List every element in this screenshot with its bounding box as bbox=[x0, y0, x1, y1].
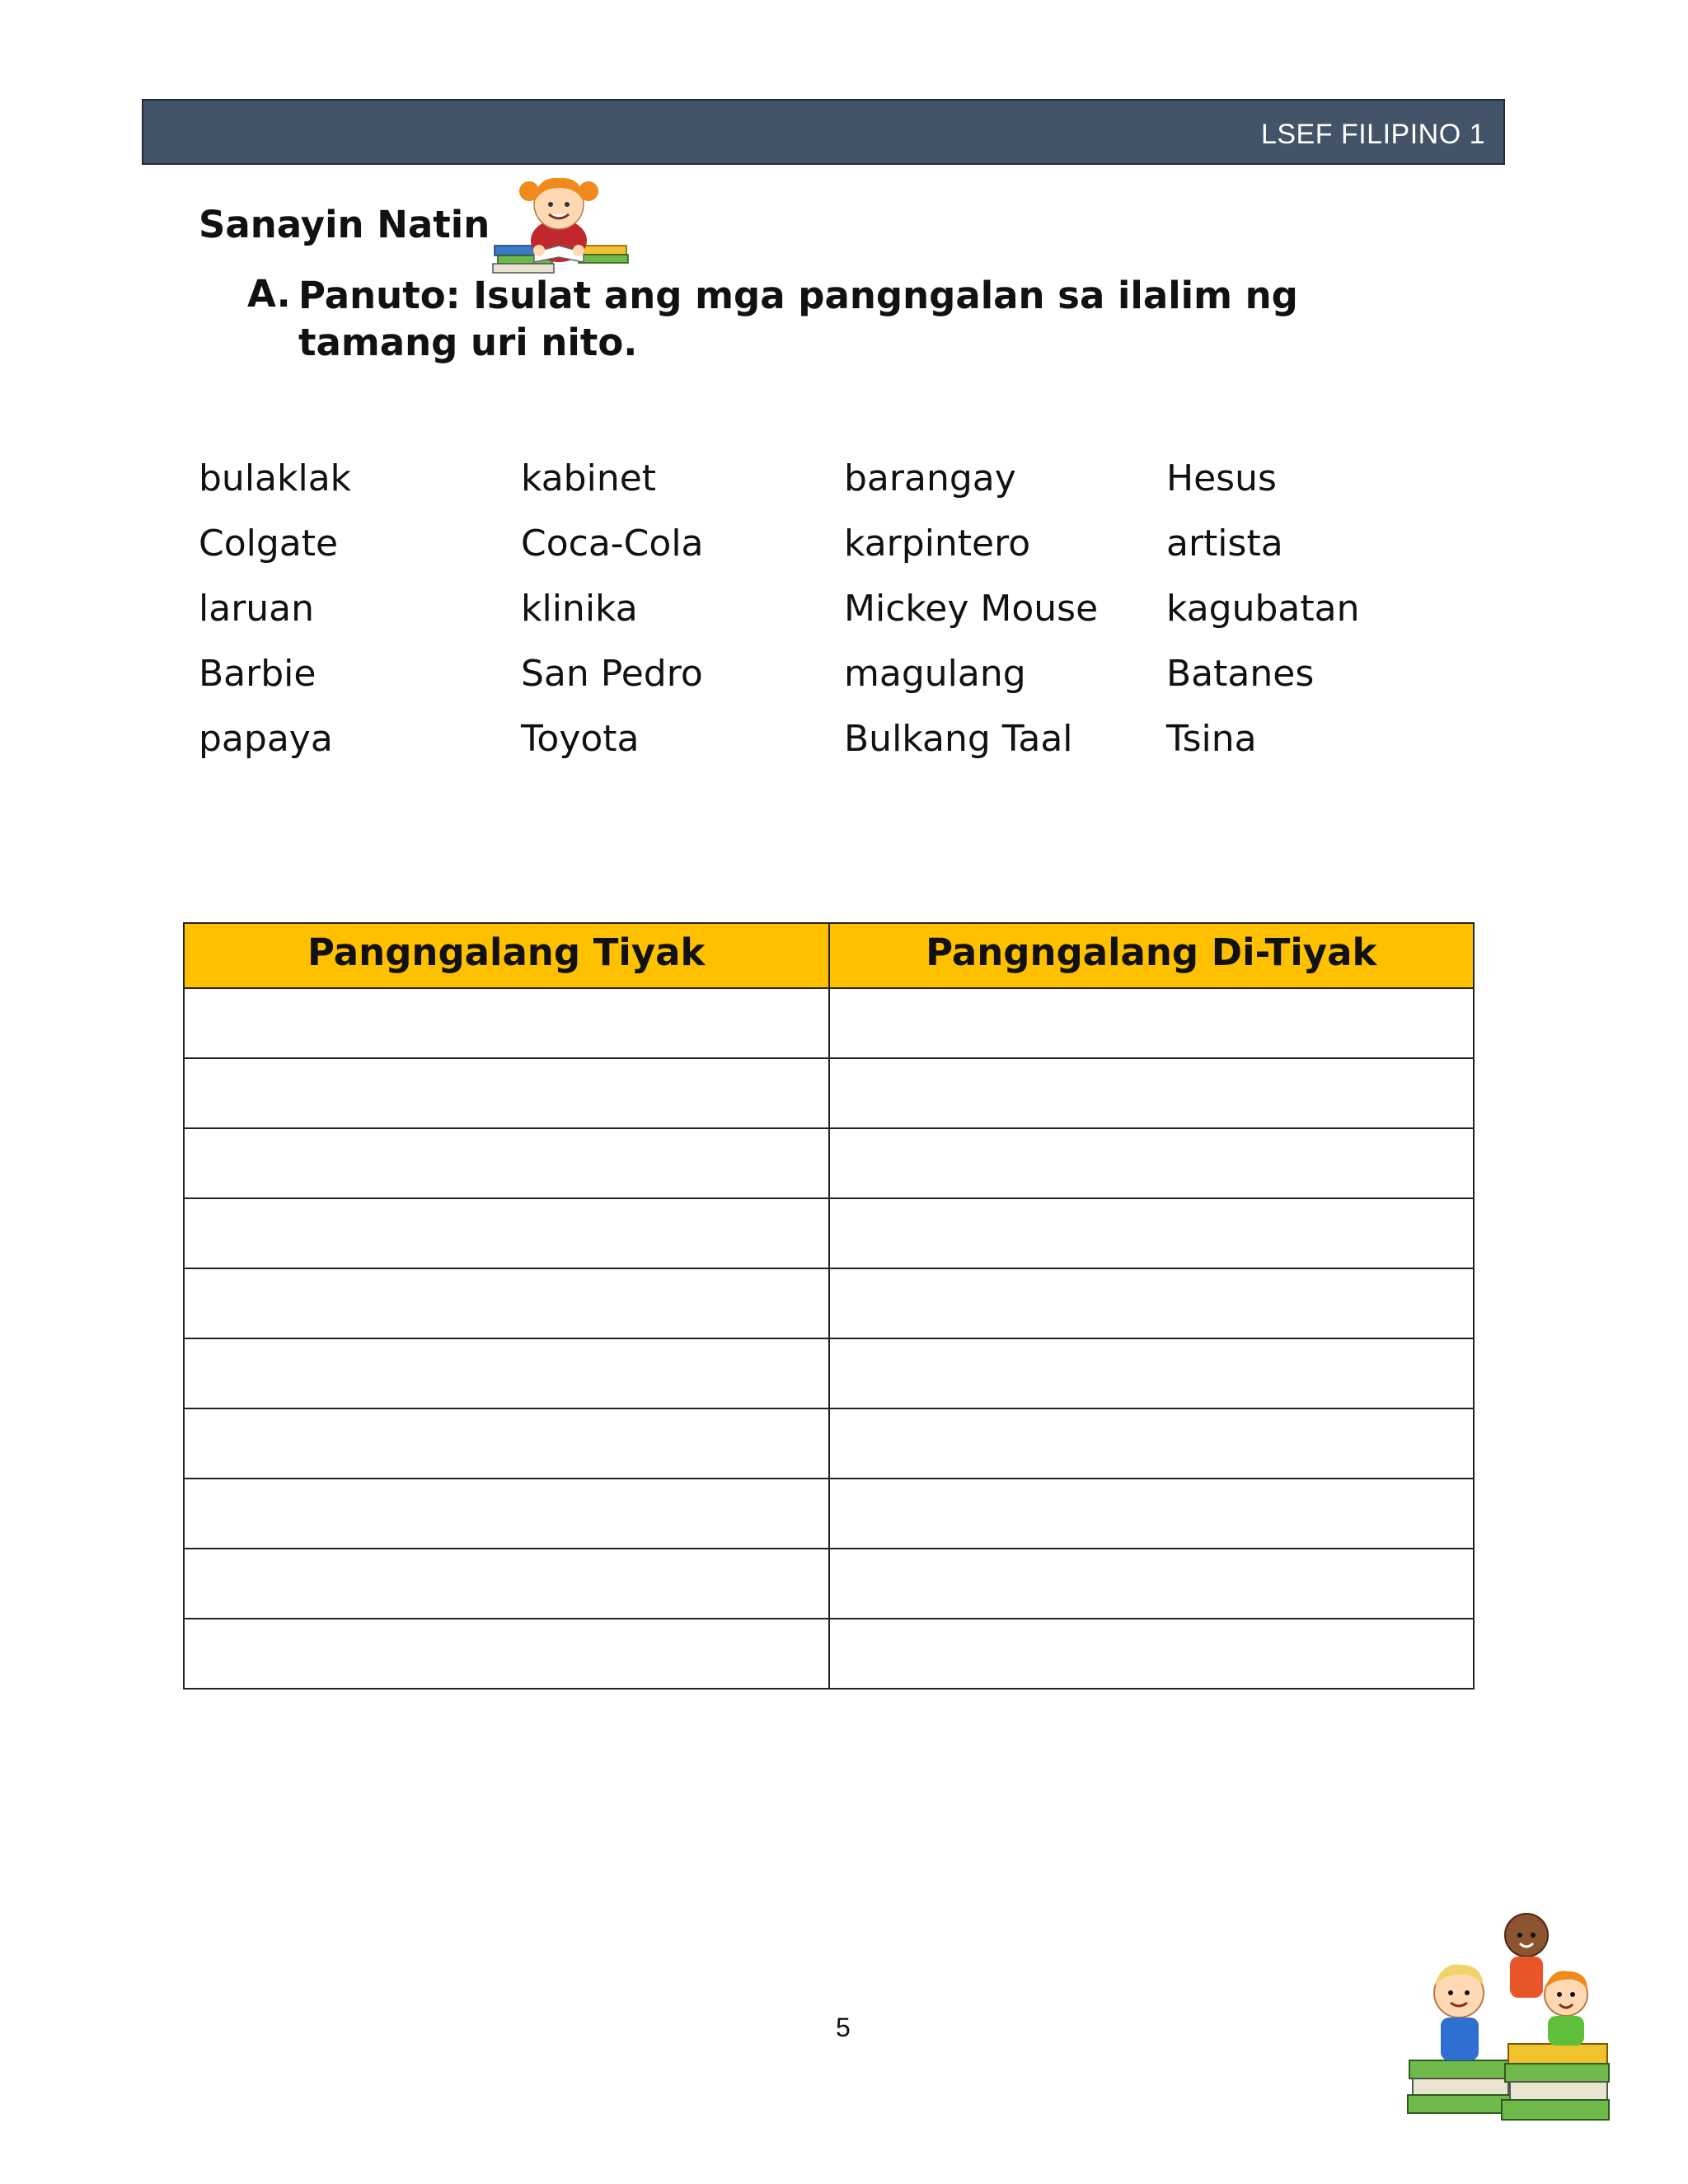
table-row bbox=[184, 1338, 1474, 1408]
word-item: Hesus bbox=[1166, 457, 1277, 499]
word-item: Barbie bbox=[199, 653, 316, 695]
answer-cell[interactable] bbox=[184, 1479, 829, 1549]
word-item: Colgate bbox=[199, 523, 339, 565]
word-item: papaya bbox=[199, 718, 333, 760]
answer-cell[interactable] bbox=[184, 1549, 829, 1619]
answer-cell[interactable] bbox=[829, 1549, 1475, 1619]
word-item: karpintero bbox=[844, 523, 1031, 565]
table-row bbox=[184, 1268, 1474, 1338]
table-row bbox=[184, 1479, 1474, 1549]
answer-cell[interactable] bbox=[184, 1619, 829, 1689]
answer-cell[interactable] bbox=[829, 1058, 1475, 1128]
word-item: Bulkang Taal bbox=[844, 718, 1073, 760]
word-item: artista bbox=[1166, 523, 1283, 565]
word-item: Batanes bbox=[1166, 653, 1315, 695]
answer-cell[interactable] bbox=[829, 988, 1475, 1058]
kids-on-books-illustration bbox=[1401, 1896, 1632, 2143]
word-item: klinika bbox=[521, 588, 638, 630]
table-row bbox=[184, 1198, 1474, 1268]
table-row bbox=[184, 1128, 1474, 1198]
table-row bbox=[184, 1619, 1474, 1689]
table-row bbox=[184, 988, 1474, 1058]
answer-cell[interactable] bbox=[829, 1619, 1475, 1689]
word-item: kagubatan bbox=[1166, 588, 1360, 630]
section-title: Sanayin Natin bbox=[199, 203, 490, 246]
answer-cell[interactable] bbox=[184, 1128, 829, 1198]
table-header-row bbox=[184, 923, 1474, 988]
answer-cell[interactable] bbox=[829, 1128, 1475, 1198]
word-item: Coca-Cola bbox=[521, 523, 704, 565]
word-item: Tsina bbox=[1166, 718, 1257, 760]
instruction-letter: A. bbox=[247, 272, 291, 316]
instruction-text: Panuto: Isulat ang mga pangngalan sa ilalim ng tamang uri nito. bbox=[298, 274, 1298, 364]
girl-reading-illustration bbox=[486, 170, 643, 285]
header-common-noun: Pangngalang Di-Tiyak bbox=[829, 923, 1475, 988]
answer-cell[interactable] bbox=[829, 1408, 1475, 1479]
word-item: kabinet bbox=[521, 457, 657, 499]
answer-cell[interactable] bbox=[829, 1268, 1475, 1338]
word-item: Toyota bbox=[521, 718, 640, 760]
answer-cell[interactable] bbox=[829, 1479, 1475, 1549]
page-number: 5 bbox=[836, 2013, 851, 2042]
word-item: Mickey Mouse bbox=[844, 588, 1099, 630]
word-item: laruan bbox=[199, 588, 315, 630]
answer-cell[interactable] bbox=[184, 988, 829, 1058]
table-row bbox=[184, 1408, 1474, 1479]
answer-cell[interactable] bbox=[184, 1338, 829, 1408]
answer-cell[interactable] bbox=[184, 1408, 829, 1479]
answer-cell[interactable] bbox=[184, 1268, 829, 1338]
answer-cell[interactable] bbox=[184, 1198, 829, 1268]
word-item: bulaklak bbox=[199, 457, 352, 499]
word-item: barangay bbox=[844, 457, 1016, 499]
header-title: LSEF FILIPINO 1 bbox=[1260, 119, 1485, 150]
word-item: San Pedro bbox=[521, 653, 703, 695]
header-bar bbox=[142, 99, 1505, 165]
answer-cell[interactable] bbox=[184, 1058, 829, 1128]
answer-cell[interactable] bbox=[829, 1198, 1475, 1268]
word-item: magulang bbox=[844, 653, 1026, 695]
table-row bbox=[184, 1058, 1474, 1128]
header-proper-noun: Pangngalang Tiyak bbox=[184, 923, 829, 988]
table-row bbox=[184, 1549, 1474, 1619]
answer-table bbox=[183, 922, 1475, 1690]
answer-cell[interactable] bbox=[829, 1338, 1475, 1408]
